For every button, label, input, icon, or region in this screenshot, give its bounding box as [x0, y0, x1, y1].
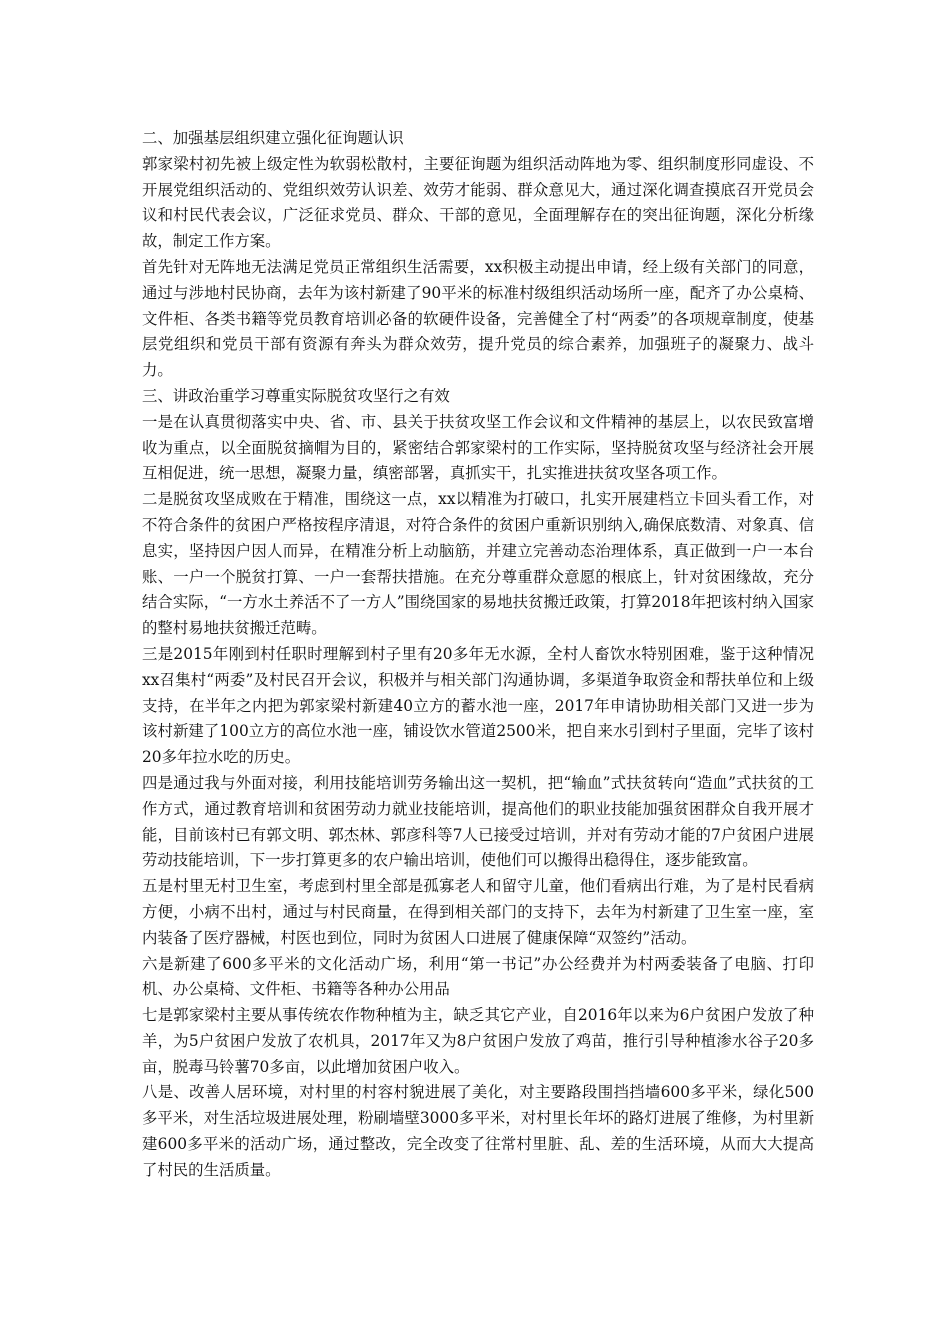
paragraph-item-5: 五是村里无村卫生室，考虑到村里全部是孤寡老人和留守儿童，他们看病出行难，为了是村民看病方便，小病不出村，通过与村民商量，在得到相关部门的支持下，去年为村新建了卫生室一座，室内装备了医疗器械，村医也到位，同时为贫困人口进展了健康保障“双签约”活动。 [142, 877, 814, 947]
paragraph-item-3: 三是2015年刚到村任职时理解到村子里有20多年无水源，全村人畜饮水特别困难，鉴于这种情况xx召集村“两委”及村民召开会议，积极并与相关部门沟通协调，多渠道争取资金和帮扶单位和上级支持，在半年之内把为郭家梁村新建40立方的蓄水池一座，2017年申请协助相关部门又进一步为该村新建了100立方的高位水池一座，铺设饮水管道2500米，把自来水引到村子里面，完毕了该村20多年拉水吃的历史。 [142, 644, 814, 767]
paragraph-item-6: 六是新建了600多平米的文化活动广场，利用“第一书记”办公经费并为村两委装备了电脑、打印机、办公桌椅、文件柜、书籍等各种办公用品 [142, 954, 814, 999]
paragraph-item-1: 一是在认真贯彻落实中央、省、市、县关于扶贫攻坚工作会议和文件精神的基层上，以农民致富增收为重点，以全面脱贫摘帽为目的，紧密结合郭家梁村的工作实际，坚持脱贫攻坚与经济社会开展互相促进，统一思想，凝聚力量，缜密部署，真抓实干，扎实推进扶贫攻坚各项工作。 [142, 412, 814, 483]
paragraph-item-7: 七是郭家梁村主要从事传统农作物种植为主，缺乏其它产业，自2016年以来为6户贫困户发放了种羊，为5户贫困户发放了农机具，2017年又为8户贫困户发放了鸡苗，推行引导种植渗水谷子20多亩，脱毒马铃薯70多亩，以此增加贫困户收入。 [142, 1006, 814, 1076]
paragraph-venue: 首先针对无阵地无法满足党员正常组织生活需要，xx积极主动提出申请，经上级有关部门的同意，通过与涉地村民协商，去年为该村新建了90平米的标准村级组织活动场所一座，配齐了办公桌椅、文件柜、各类书籍等党员教育培训必备的软硬件设备，完善健全了村“两委”的各项规章制度，使基层党组织和党员干部有资源有奔头为群众效劳，提升党员的综合素养，加强班子的凝聚力、战斗力。 [142, 257, 814, 380]
paragraph-overview: 郭家梁村初先被上级定性为软弱松散村，主要征询题为组织活动阵地为零、组织制度形同虚设、不开展党组织活动的、党组织效劳认识差、效劳才能弱、群众意见大，通过深化调查摸底召开党员会议和村民代表会议，广泛征求党员、群众、干部的意见，全面理解存在的突出征询题，深化分析缘故，制定工作方案。 [142, 154, 814, 251]
paragraph-item-2: 二是脱贫攻坚成败在于精准，围绕这一点，xx以精准为打破口，扎实开展建档立卡回头看工作，对不符合条件的贫困户严格按程序清退，对符合条件的贫困户重新识别纳入,确保底数清、对象真、信息实，坚持因户因人而异，在精准分析上动脑筋，并建立完善动态治理体系，真正做到一户一本台账、一户一个脱贫打算、一户一套帮扶措施。在充分尊重群众意愿的根底上，针对贫困缘故，充分结合实际，“一方水土养活不了一方人”围绕国家的易地扶贫搬迁政策，打算2018年把该村纳入国家的整村易地扶贫搬迁范畴。 [142, 490, 814, 638]
section-heading-2: 二、加强基层组织建立强化征询题认识 [142, 129, 404, 147]
document-body [142, 126, 814, 1184]
paragraph-item-4: 四是通过我与外面对接，利用技能培训劳务输出这一契机，把“输血”式扶贫转向“造血”式扶贫的工作方式，通过教育培训和贫困劳动力就业技能培训，提高他们的职业技能加强贫困群众自我开展才能，目前该村已有郭文明、郭杰林、郭彦科等7人已接受过培训，并对有劳动才能的7户贫困户进展劳动技能培训，下一步打算更多的农户输出培训，使他们可以搬得出稳得住，逐步能致富。 [142, 773, 814, 870]
paragraph-item-8: 八是、改善人居环境，对村里的村容村貌进展了美化，对主要路段围挡挡墙600多平米，绿化500多平米，对生活垃圾进展处理，粉刷墙壁3000多平米，对村里长年坏的路灯进展了维修，为村里新建600多平米的活动广场，通过整改，完全改变了往常村里脏、乱、差的生活环境，从而大大提高了村民的生活质量。 [142, 1083, 814, 1179]
section-heading-3: 三、讲政治重学习尊重实际脱贫攻坚行之有效 [142, 386, 450, 405]
